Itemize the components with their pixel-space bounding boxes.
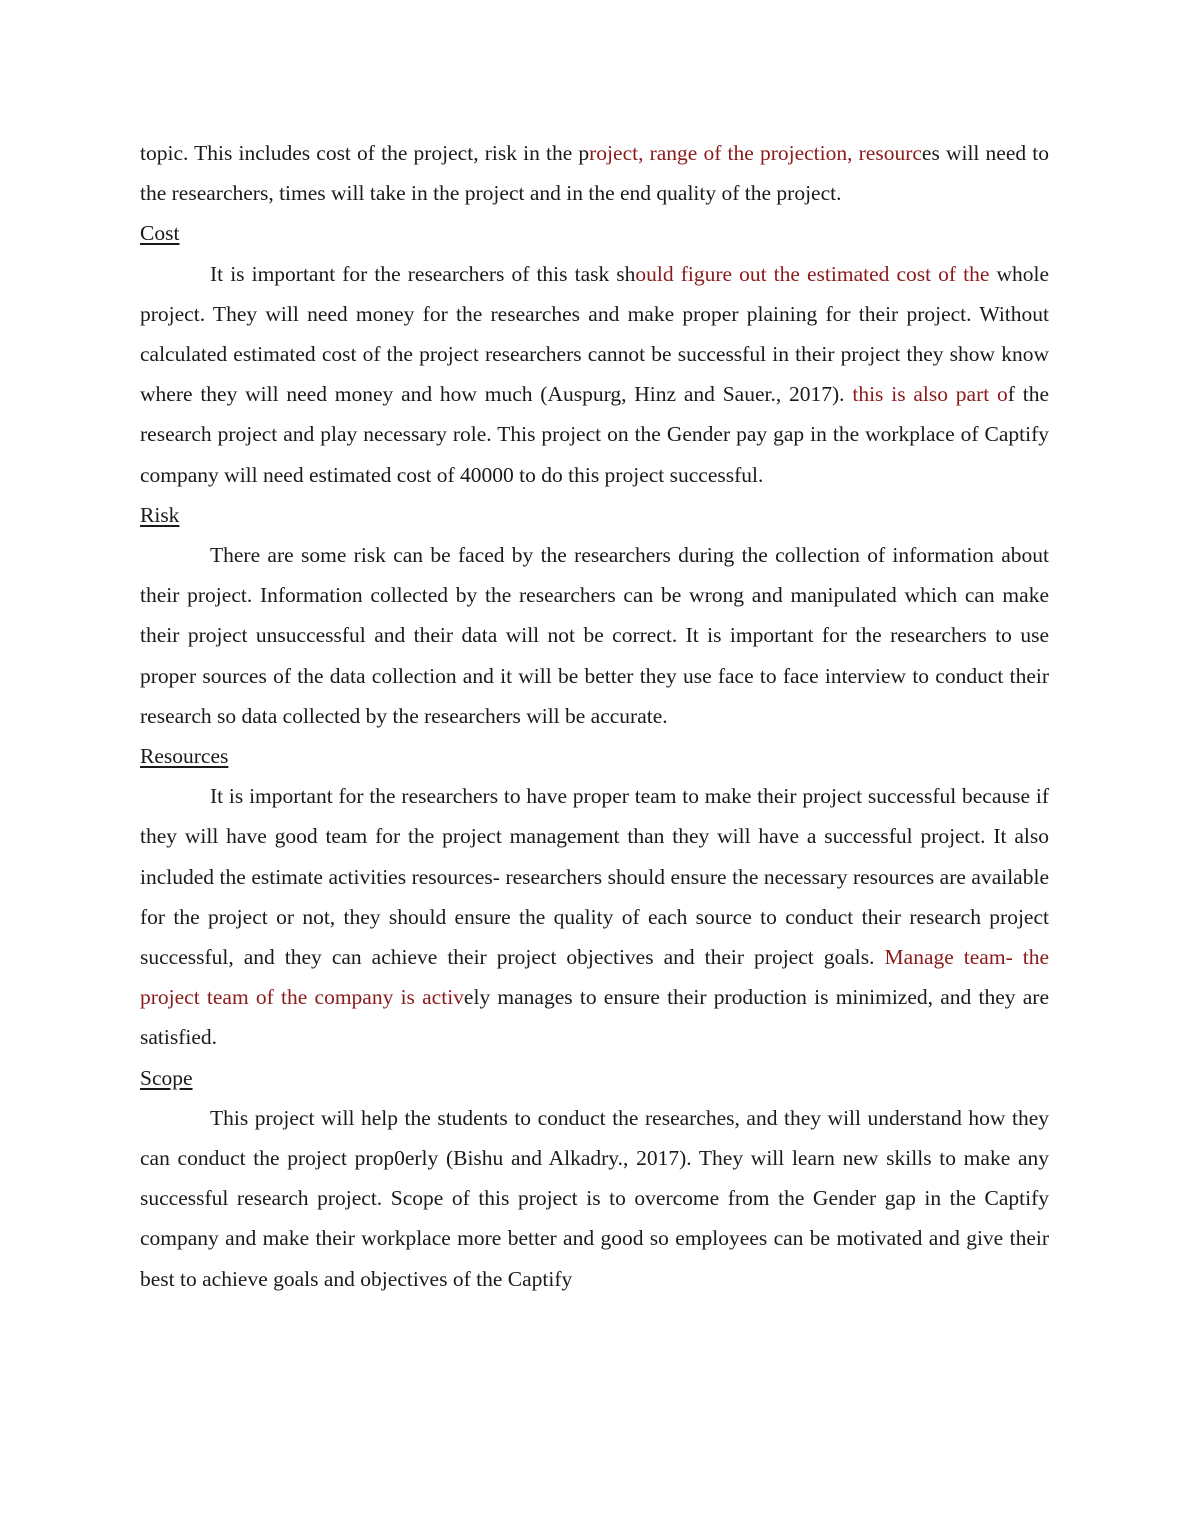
scope-heading: Scope <box>140 1065 193 1090</box>
intro-paragraph <box>140 133 1049 213</box>
cost-text-start: It is important for the researchers of this task sh <box>210 261 636 286</box>
cost-text-middle: whole project. They will need money for the researches and make proper plaining for their project. Without calculated estimated cost of the project researchers cannot be successful in their project they show know where they will need money and how much (Auspurg, Hinz and Sauer., 2017). <box>140 261 1050 407</box>
risk-heading: Risk <box>140 502 180 527</box>
intro-highlight: roject, range of the projection, resourc <box>589 141 922 165</box>
intro-text-end: es will need to the researchers, times will take in the project and in the end quality of the project. <box>140 141 1049 206</box>
cost-heading: Cost <box>140 221 180 246</box>
document-page <box>140 133 1049 1299</box>
resources-highlight: Manage team- the project team of the company is activ <box>140 945 1049 1010</box>
resources-heading: Resources <box>140 744 229 769</box>
cost-highlight-1: ould figure out the estimated cost of the <box>635 261 990 286</box>
cost-text-end: f the research project and play necessary role. This project on the Gender pay gap in the workplace of Captify company will need estimated cost of 40000 to do this project successful. <box>140 382 1049 487</box>
intro-text-start: topic. This includes cost of the project, risk in the p <box>140 141 590 165</box>
resources-paragraph <box>140 776 1049 1057</box>
risk-paragraph: There are some risk can be faced by the researchers during the collection of information about their project. Information collected by the researchers can be wrong and manipulated which can make their project unsuccessful and their data will not be correct. It is important for the researchers to use proper sources of the data collection and it will be better they use face to face interview to conduct their research so data collected by the researchers will be accurate. <box>140 543 1049 728</box>
cost-highlight-2: this is also part o <box>852 382 1008 407</box>
scope-paragraph: This project will help the students to conduct the researches, and they will understand how they can conduct the project prop0erly (Bishu and Alkadry., 2017). They will learn new skills to make any successful research project. Scope of this project is to overcome from the Gender gap in the Captify company and make their workplace more better and good so employees can be motivated and give their best to achieve goals and objectives of the Captify <box>140 1105 1049 1291</box>
resources-text-end: ely manages to ensure their production is minimized, and they are satisfied. <box>140 985 1049 1050</box>
cost-paragraph <box>140 254 1049 495</box>
resources-text-start: It is important for the researchers to have proper team to make their project successful because if they will have good team for the project management than they will have a successful project. It also included the estimate activities resources- researchers should ensure the necessary resources are available for the project or not, they should ensure the quality of each source to conduct their research project successful, and they can achieve their project objectives and their project goals. <box>140 784 1049 970</box>
